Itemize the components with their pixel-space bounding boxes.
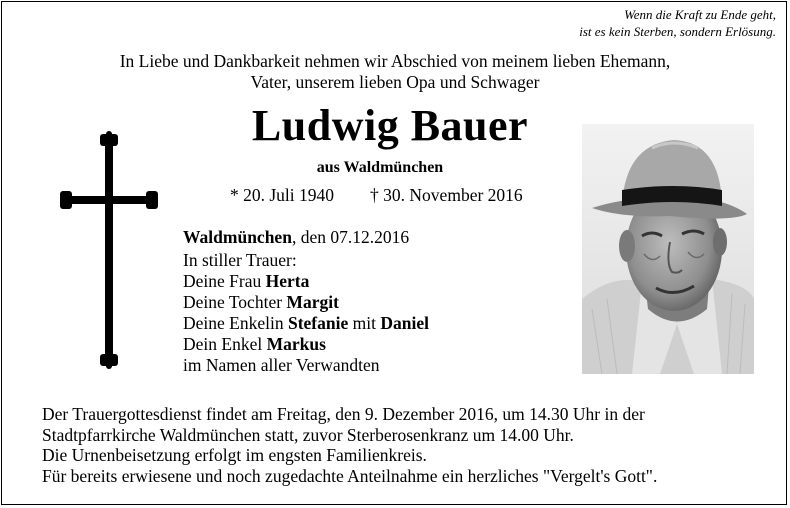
motto-line: ist es kein Sterben, sondern Erlösung. — [579, 24, 776, 39]
intro-line: Vater, unserem lieben Opa und Schwager — [250, 72, 540, 92]
place-name: Waldmünchen — [183, 227, 292, 247]
mourner-relation: Deine Enkelin — [183, 313, 288, 333]
date-text: , den 07.12.2016 — [291, 227, 410, 247]
death-date: † 30. November 2016 — [370, 185, 523, 205]
mourner-entry — [183, 292, 429, 313]
notice-line: Der Trauergottesdienst findet am Freitag, den 9. Dezember 2016, um 14.30 Uhr in der — [42, 404, 645, 424]
service-notice — [42, 404, 772, 486]
mourner-entry — [183, 271, 429, 292]
notice-line: Die Urnenbeisetzung erfolgt im engsten Familienkreis. — [42, 445, 427, 465]
intro-text — [0, 51, 790, 93]
closing-line: im Namen aller Verwandten — [183, 355, 380, 375]
deceased-origin: aus Waldmünchen — [316, 159, 444, 176]
portrait-photo — [582, 124, 754, 374]
mourner-name: Herta — [265, 271, 310, 291]
deceased-name: Ludwig Bauer — [251, 101, 529, 150]
place-date-line — [183, 227, 429, 248]
mourners-block — [183, 227, 429, 376]
mourner-relation: Dein Enkel — [183, 334, 267, 354]
notice-line: Für bereits erwiesene und noch zugedachte Anteilnahme ein herzliches "Vergelt's Gott". — [42, 465, 658, 486]
motto — [579, 6, 776, 40]
mourner-name: Markus — [266, 334, 326, 354]
notice-line: Stadtpfarrkirche Waldmünchen statt, zuvor Sterberosenkranz um 14.00 Uhr. — [42, 424, 574, 445]
life-dates — [230, 184, 523, 206]
intro-line: In Liebe und Dankbarkeit nehmen wir Abschied von meinem lieben Ehemann, — [119, 51, 671, 71]
mourning-heading: In stiller Trauer: — [183, 250, 297, 270]
mourner-relation: Deine Tochter — [183, 292, 287, 312]
mourner-entry — [183, 313, 429, 334]
latin-cross-icon — [60, 130, 158, 370]
motto-line: Wenn die Kraft zu Ende geht, — [624, 7, 776, 22]
mourner-name: Margit — [286, 292, 339, 312]
birth-date: * 20. Juli 1940 — [230, 185, 335, 205]
mourner-name: Stefanie — [287, 313, 349, 333]
mourner-name: Daniel — [380, 313, 429, 333]
mourner-entry — [183, 334, 429, 355]
mourner-connector: mit — [348, 313, 381, 333]
mourner-relation: Deine Frau — [183, 271, 266, 291]
